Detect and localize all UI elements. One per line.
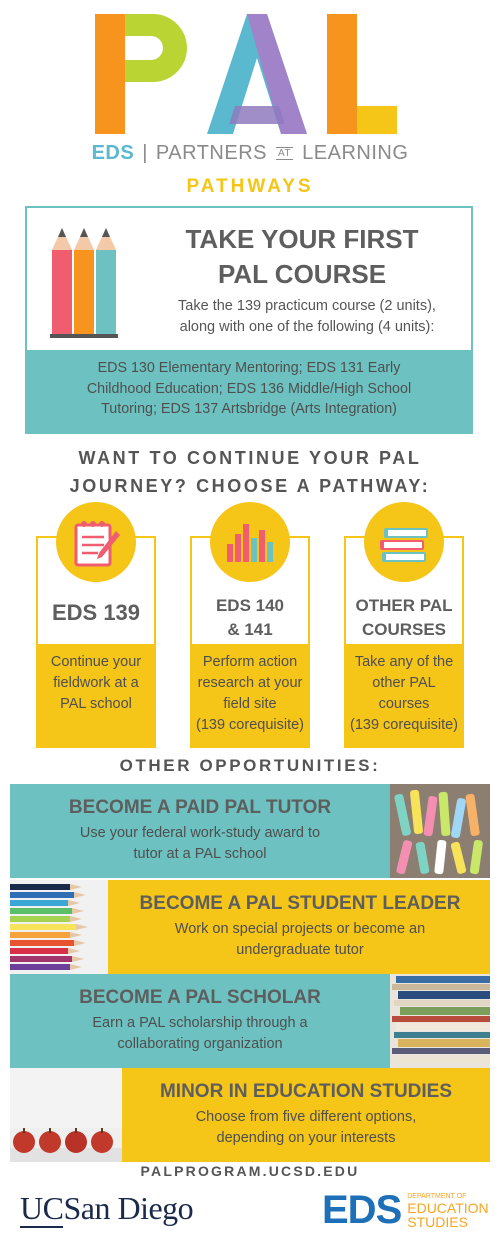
chalk-graphic bbox=[390, 784, 490, 878]
subtitle-partners: PARTNERS bbox=[155, 142, 267, 164]
other-opportunities-heading: OTHER OPPORTUNITIES: bbox=[119, 756, 381, 775]
continue-heading bbox=[0, 444, 500, 500]
pathway-desc-line: (139 corequisite) bbox=[350, 717, 458, 733]
subtitle-eds: EDS bbox=[91, 142, 135, 164]
pathways-heading: PATHWAYS bbox=[186, 176, 314, 197]
notepad-icon bbox=[72, 517, 120, 567]
eds-logo-education: EDUCATION bbox=[407, 1199, 489, 1216]
opportunity-title: BECOME A PAL STUDENT LEADER bbox=[139, 893, 461, 914]
colored-pencils-photo bbox=[10, 880, 108, 974]
chalk-photo bbox=[390, 784, 490, 878]
ucsd-logo-name: San Diego bbox=[63, 1190, 194, 1226]
pathway-desc-line: research at your bbox=[197, 675, 303, 691]
pathway-desc-line: field site bbox=[223, 696, 277, 712]
apples-photo bbox=[10, 1068, 122, 1162]
pathway-desc-line: Continue your bbox=[50, 654, 142, 670]
opportunity-body bbox=[92, 1013, 307, 1055]
bar-chart-icon bbox=[225, 520, 275, 564]
pathway-label-line1: EDS 139 bbox=[51, 600, 141, 625]
first-course-title bbox=[137, 222, 467, 292]
opportunity-body-line: Use your federal work-study award to bbox=[79, 825, 321, 841]
opportunity-student-leader bbox=[10, 880, 490, 974]
pathway-desc-line: (139 corequisite) bbox=[196, 717, 304, 733]
colored-pencils-graphic bbox=[10, 880, 108, 974]
logo-letter-l-foot bbox=[357, 106, 397, 134]
opportunity-title: BECOME A PAID PAL TUTOR bbox=[68, 797, 332, 818]
opportunity-title: BECOME A PAL SCHOLAR bbox=[79, 987, 321, 1008]
pathway-desc-line: other PAL bbox=[372, 675, 436, 691]
pathway-desc-line: Take any of the bbox=[354, 654, 454, 670]
opportunity-body-line: Earn a PAL scholarship through a bbox=[92, 1015, 308, 1031]
pathway-icon-circle bbox=[364, 502, 444, 582]
eds-logo-department: DEPARTMENT OF bbox=[407, 1192, 467, 1200]
opportunity-body bbox=[80, 823, 320, 865]
eds-logo-letters: EDS bbox=[322, 1188, 402, 1232]
pathway-card-other-pal-courses bbox=[344, 536, 464, 748]
opportunity-text bbox=[122, 1068, 490, 1162]
pal-letters-graphic bbox=[95, 14, 405, 134]
opportunity-body-line: depending on your interests bbox=[216, 1130, 396, 1146]
opportunity-body-line: Choose from five different options, bbox=[195, 1109, 417, 1125]
opportunity-text bbox=[110, 880, 490, 974]
pathway-description bbox=[38, 644, 154, 746]
uc-san-diego-logo bbox=[20, 1190, 193, 1227]
opportunity-scholar bbox=[10, 974, 490, 1068]
opportunity-title: MINOR IN EDUCATION STUDIES bbox=[159, 1081, 453, 1102]
subtitle-at: AT bbox=[278, 148, 292, 160]
opportunity-body bbox=[196, 1107, 417, 1149]
eds-logo-text bbox=[407, 1193, 488, 1229]
logo-letter-l-stem bbox=[327, 14, 357, 134]
continue-heading-line1: WANT TO CONTINUE YOUR PAL bbox=[78, 448, 422, 468]
first-course-desc-line1: Take the 139 practicum course (2 units), bbox=[178, 298, 436, 314]
pathway-label-line1: EDS 140 bbox=[215, 596, 285, 615]
pencils-icon bbox=[47, 220, 127, 340]
book-stack-graphic bbox=[390, 974, 490, 1068]
pathway-icon-circle bbox=[210, 502, 290, 582]
opportunity-minor bbox=[10, 1068, 490, 1162]
first-course-options-line2: Childhood Education; EDS 136 Middle/High School bbox=[86, 380, 412, 397]
pathway-desc-line: PAL school bbox=[60, 696, 132, 712]
opportunity-body-line: tutor at a PAL school bbox=[133, 846, 267, 862]
logo-letter-p-stem bbox=[95, 14, 125, 134]
pathway-card-eds-139 bbox=[36, 536, 156, 748]
opportunity-text bbox=[10, 974, 390, 1068]
first-course-title-line1: TAKE YOUR FIRST bbox=[185, 224, 419, 254]
eds-logo-studies: STUDIES bbox=[407, 1213, 468, 1230]
pathway-desc-line: Perform action bbox=[202, 654, 298, 670]
first-course-options-line1: EDS 130 Elementary Mentoring; EDS 131 Early bbox=[97, 360, 401, 376]
book-stack-photo bbox=[390, 974, 490, 1068]
pathway-icon-circle bbox=[56, 502, 136, 582]
pathway-label bbox=[192, 594, 308, 642]
apples-graphic bbox=[10, 1068, 122, 1162]
opportunity-body-line: collaborating organization bbox=[117, 1036, 283, 1052]
opportunity-text bbox=[10, 784, 390, 878]
first-course-options bbox=[27, 350, 471, 432]
logo-letter-a-bar bbox=[229, 106, 285, 124]
first-course-description bbox=[137, 296, 477, 338]
eds-department-logo bbox=[322, 1188, 489, 1233]
ucsd-logo-uc: UC bbox=[20, 1190, 64, 1226]
pathway-label-line2: & 141 bbox=[227, 620, 273, 639]
pathway-desc-line: courses bbox=[378, 696, 430, 712]
subtitle-learning: LEARNING bbox=[302, 142, 409, 164]
pathway-desc-line: fieldwork at a bbox=[53, 675, 139, 691]
opportunity-paid-tutor bbox=[10, 784, 490, 878]
pathway-label-line1: OTHER PAL bbox=[355, 596, 453, 615]
opportunity-body-line: undergraduate tutor bbox=[236, 942, 364, 958]
first-course-desc-line2: along with one of the following (4 units): bbox=[179, 319, 435, 335]
books-icon bbox=[378, 520, 430, 564]
logo-subtitle bbox=[0, 142, 500, 165]
pal-logo bbox=[0, 0, 500, 145]
continue-heading-line2: JOURNEY? CHOOSE A PATHWAY: bbox=[69, 476, 431, 496]
subtitle-separator: | bbox=[142, 142, 148, 164]
opportunity-body-line: Work on special projects or become an bbox=[174, 921, 426, 937]
pathway-description bbox=[346, 644, 462, 746]
pathway-label bbox=[346, 594, 462, 642]
opportunity-body bbox=[175, 919, 425, 961]
first-course-card bbox=[25, 206, 473, 434]
pathway-card-eds-140-141 bbox=[190, 536, 310, 748]
pathway-description bbox=[192, 644, 308, 746]
first-course-title-line2: PAL COURSE bbox=[217, 259, 387, 289]
logo-letter-p-bowl bbox=[125, 14, 187, 82]
program-url-link[interactable]: PALPROGRAM.UCSD.EDU bbox=[140, 1163, 360, 1179]
pathway-label-line2: COURSES bbox=[361, 620, 447, 639]
first-course-options-line3: Tutoring; EDS 137 Artsbridge (Arts Integration) bbox=[101, 401, 397, 417]
pathway-label bbox=[38, 600, 154, 626]
